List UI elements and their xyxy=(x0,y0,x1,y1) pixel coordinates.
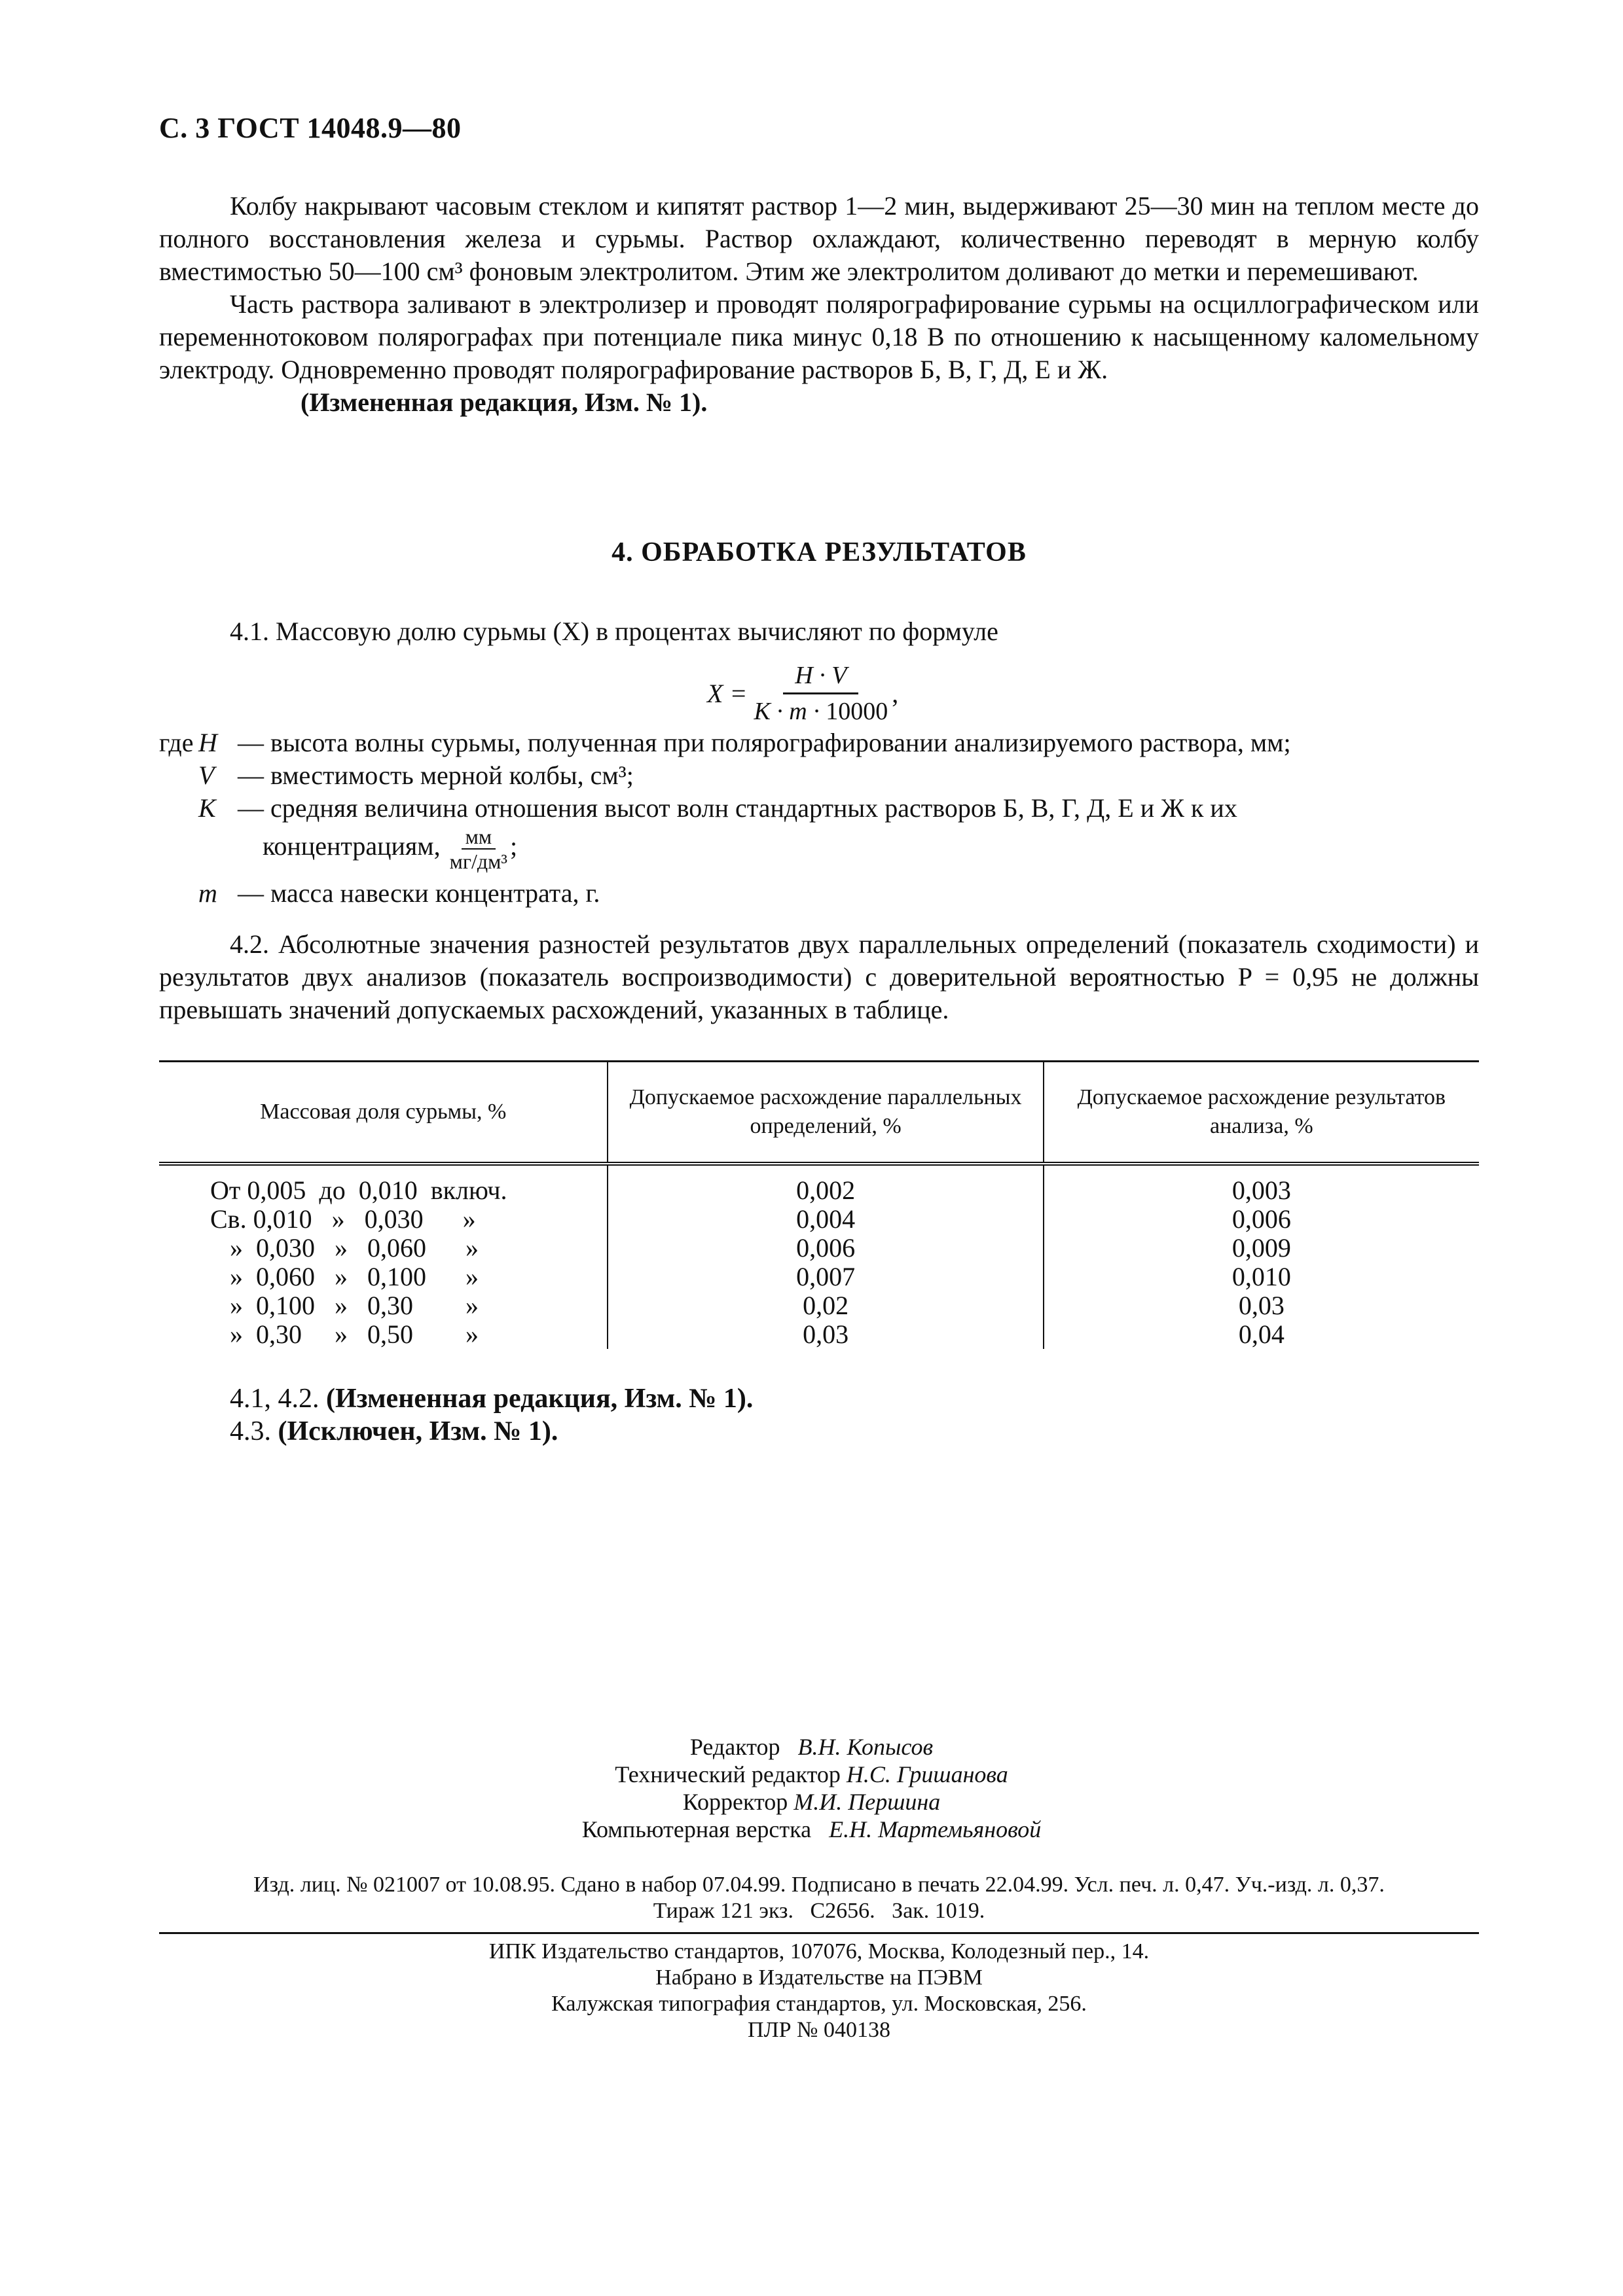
formula-numerator: H · V xyxy=(783,661,858,694)
publisher-line: ПЛР № 040138 xyxy=(748,2018,890,2042)
credits-block xyxy=(0,1733,1623,1843)
table-row: » 0,100 » 0,30 » 0,02 0,03 xyxy=(159,1291,1479,1320)
publisher-line: Калужская типография стандартов, ул. Московская, 256. xyxy=(551,1992,1087,2016)
imprint-line: Изд. лиц. № 021007 от 10.08.95. Сдано в набор 07.04.99. Подписано в печать 22.04.99. Усл. печ. л. 0,47. Уч.-изд. л. 0,37. xyxy=(253,1873,1385,1897)
publisher-block xyxy=(159,1939,1479,2043)
formula-denominator: K · m · 10000 xyxy=(754,698,888,725)
formula-fraction xyxy=(754,661,888,726)
credit-tech-editor: Технический редактор Н.С. Гришанова xyxy=(615,1761,1008,1787)
credit-proofreader: Корректор М.И. Першина xyxy=(682,1789,941,1815)
formula xyxy=(707,661,898,726)
header-analysis: Допускаемое расхождение результатов анализа, % xyxy=(1044,1062,1479,1164)
paragraph-polarography: Часть раствора заливают в электролизер и проводят полярографирование сурьмы на осциллографическом или переменнотоковом полярографах при потенциале пика минус 0,18 В по отношению к насыщенному каломельному электроду. Одновременно проводят полярографирование растворов Б, В, Г, Д, Е и Ж. xyxy=(159,289,1479,384)
publisher-line: ИПК Издательство стандартов, 107076, Москва, Колодезный пер., 14. xyxy=(488,1939,1150,1964)
legend-m: m — масса навески концентрата, г. xyxy=(198,878,600,908)
units-fraction: $\frac{мм}{\text{мг/дм³}}$ xyxy=(449,825,508,873)
credit-editor: Редактор В.Н. Копысов xyxy=(689,1734,934,1760)
credit-layout: Компьютерная верстка Е.Н. Мартемьяновой xyxy=(581,1816,1042,1842)
paragraph-4-1: 4.1. Массовую долю сурьмы (X) в процентах вычисляют по формуле xyxy=(230,617,998,646)
note-4-3: 4.3. (Исключен, Изм. № 1). xyxy=(230,1416,558,1446)
table-row: » 0,060 » 0,100 » 0,007 0,010 xyxy=(159,1263,1479,1291)
tolerance-table xyxy=(159,1060,1479,1349)
amendment-note: (Измененная редакция, Изм. № 1). xyxy=(301,387,708,417)
header-parallel: Допускаемое расхождение параллельных определений, % xyxy=(608,1062,1043,1164)
table-header-row xyxy=(159,1062,1479,1164)
amendment-notes xyxy=(230,1382,753,1448)
note-4-1-4-2: 4.1, 4.2. (Измененная редакция, Изм. № 1). xyxy=(230,1384,754,1414)
divider xyxy=(159,1932,1479,1934)
table-row: От 0,005 до 0,010 включ. 0,002 0,003 xyxy=(159,1164,1479,1205)
page-header: С. 3 ГОСТ 14048.9—80 xyxy=(159,112,462,144)
table-row: Св. 0,010 » 0,030 » 0,004 0,006 xyxy=(159,1205,1479,1234)
table-row: » 0,030 » 0,060 » 0,006 0,009 xyxy=(159,1234,1479,1263)
table-row: » 0,30 » 0,50 » 0,03 0,04 xyxy=(159,1320,1479,1349)
legend-v: V — вместимость мерной колбы, см³; xyxy=(198,761,634,790)
imprint-circulation: Тираж 121 экз. С2656. Зак. 1019. xyxy=(653,1899,985,1923)
paragraph-4-2: 4.2. Абсолютные значения разностей результатов двух параллельных определений (показатель сходимости) и результатов двух анализов (показатель воспроизводимости) с доверительной вероятностью P = 0,95 не должны превышать значений допускаемых расхождений, указанных в таблице. xyxy=(159,929,1479,1024)
formula-legend xyxy=(159,726,1479,910)
legend-h: где H — высота волны сурьмы, полученная при полярографировании анализируемого раствора, мм; xyxy=(159,728,1291,757)
paragraph-boiling: Колбу накрывают часовым стеклом и кипятят раствор 1—2 мин, выдерживают 25—30 мин на теплом месте до полного восстановления железа и сурьмы. Раствор охлаждают, количественно переводят в мерную колбу вместимостью 50—100 см³ фоновым электролитом. Этим же электролитом доливают до метки и перемешивают. xyxy=(159,191,1479,286)
header-mass-fraction: Массовая доля сурьмы, % xyxy=(159,1062,608,1164)
intro-text xyxy=(159,190,1479,419)
formula-lhs: X = xyxy=(707,679,748,708)
publisher-line: Набрано в Издательстве на ПЭВМ xyxy=(655,1965,983,1990)
legend-k: K — средняя величина отношения высот волн стандартных растворов Б, В, Г, Д, Е и Ж к их концентрациям, $\frac{мм}{\text{мг/дм³}}$ ; xyxy=(198,793,1237,873)
imprint-block xyxy=(159,1872,1479,1924)
formula-comma: , xyxy=(892,679,899,708)
section-heading: 4. ОБРАБОТКА РЕЗУЛЬТАТОВ xyxy=(611,537,1027,567)
